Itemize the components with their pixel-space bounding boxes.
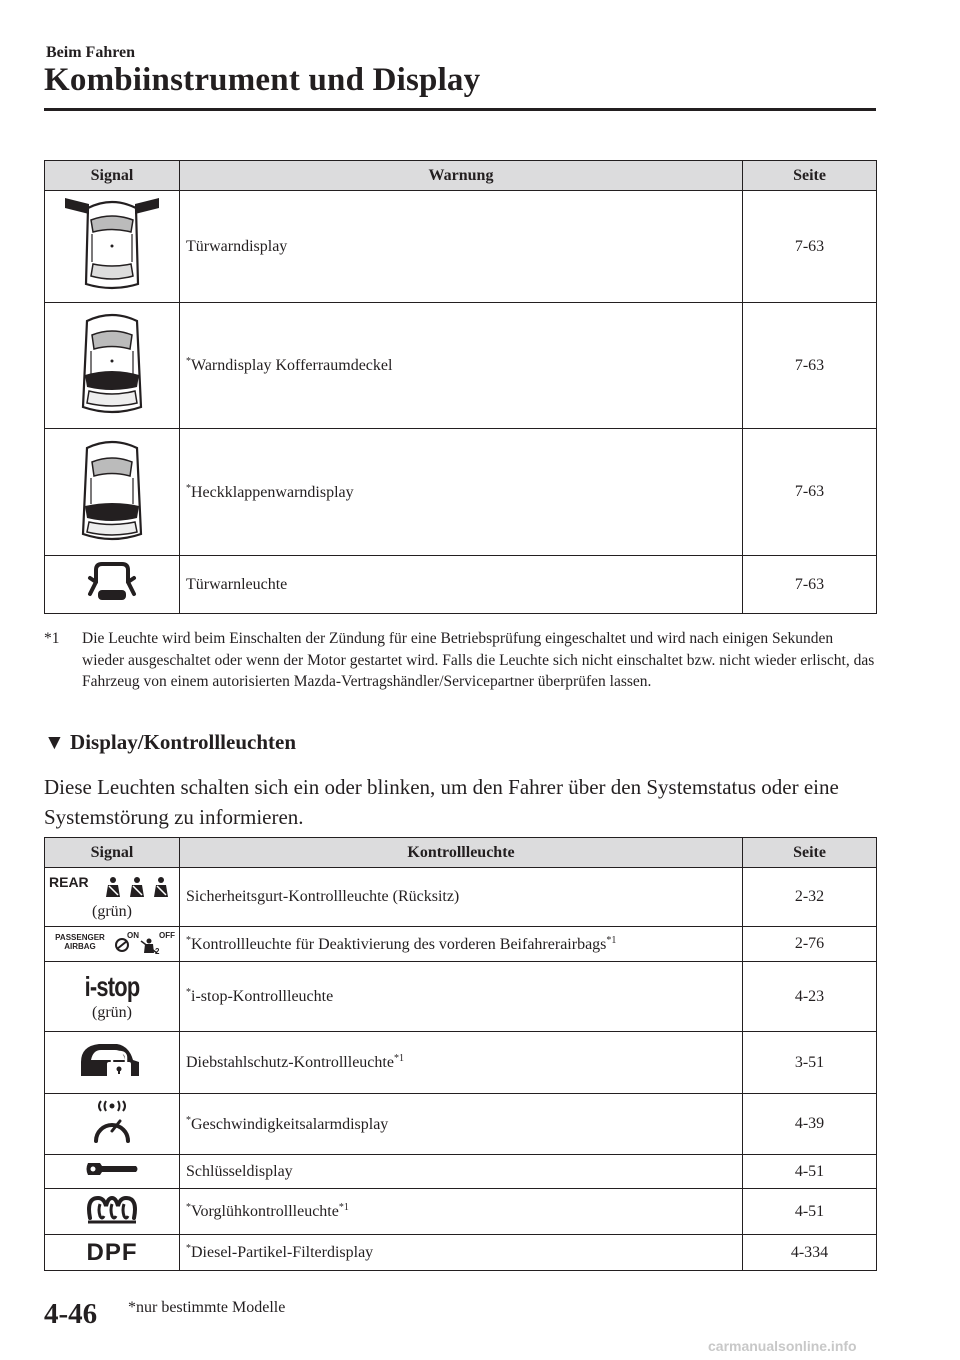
indicator-label: Diebstahlschutz-Kontrollleuchte — [186, 1054, 394, 1071]
table-row — [45, 429, 877, 556]
page-ref: 4-23 — [743, 962, 877, 1032]
indicator-label: Geschwindigkeitsalarmdisplay — [191, 1115, 389, 1133]
warning-text — [180, 303, 743, 429]
page-ref: 2-32 — [743, 868, 877, 927]
page-ref: 7-63 — [743, 303, 877, 429]
trunk-open-car-icon — [45, 303, 180, 429]
footnote-text: Die Leuchte wird beim Einschalten der Zündung für eine Betriebsprüfung eingeschaltet und wird nach einigen Sekunden wieder ausgeschaltet oder wenn der Motor gestartet wird. Falls die Leuchte sich nicht einschaltet bzw. nicht wieder erlischt, das Fahrzeug von einem autorisierten Mazda-Vertragshändler/Servicepartner überprüfen lassen. — [82, 630, 875, 690]
page-ref: 4-334 — [743, 1235, 877, 1271]
optional-marker: * — [186, 987, 191, 998]
warning-text: Türwarnleuchte — [180, 556, 743, 614]
header-indicator: Kontrollleuchte — [180, 838, 743, 868]
warning-text — [180, 429, 743, 556]
triangle-icon: ▼ — [44, 730, 71, 754]
section-label: Beim Fahren — [46, 44, 136, 61]
page-ref: 7-63 — [743, 191, 877, 303]
warning-text: Türwarndisplay — [180, 191, 743, 303]
indicator-text: Sicherheitsgurt-Kontrollleuchte (Rücksitz) — [180, 868, 743, 927]
indicator-table — [44, 837, 877, 1271]
page-number: 4-46 — [44, 1298, 98, 1330]
models-footnote: *nur bestimmte Modelle — [128, 1299, 286, 1316]
table-row — [45, 556, 877, 614]
speed-alarm-icon — [45, 1094, 180, 1155]
indicator-label: i-stop-Kontrollleuchte — [191, 988, 334, 1005]
airbag-label: PASSENGER AIRBAG — [55, 933, 105, 951]
key-icon — [45, 1155, 180, 1189]
intro-paragraph: Diese Leuchten schalten sich ein oder blinken, um den Fahrer über den Systemstatus oder eine Systemstörung zu informieren. — [44, 775, 839, 829]
optional-marker: * — [186, 1114, 191, 1126]
optional-marker: * — [186, 934, 191, 946]
indicator-label: Kontrollleuchte für Deaktivierung des vorderen Beifahrerairbags — [191, 935, 607, 953]
optional-marker: * — [186, 356, 191, 367]
table-row — [45, 1189, 877, 1235]
indicator-text — [180, 962, 743, 1032]
header-warning: Warnung — [180, 161, 743, 191]
subsection-title: Display/Kontrollleuchten — [70, 730, 297, 754]
i-stop-label: i-stop — [84, 971, 140, 1002]
liftgate-open-car-icon — [45, 429, 180, 556]
table-row — [45, 962, 877, 1032]
header-page: Seite — [743, 838, 877, 868]
indicator-text — [180, 1235, 743, 1271]
watermark: carmanualsonline.info — [708, 1338, 857, 1354]
note-ref: *1 — [393, 1053, 404, 1064]
dpf-icon — [45, 1235, 180, 1271]
door-open-car-icon — [45, 191, 180, 303]
page-ref: 2-76 — [743, 927, 877, 962]
optional-marker: * — [186, 1243, 191, 1254]
glow-plug-icon — [45, 1189, 180, 1235]
footnote-marker: *1 — [44, 630, 60, 647]
color-note: (grün) — [92, 902, 132, 920]
header-signal: Signal — [45, 838, 180, 868]
note-ref: *1 — [338, 1202, 349, 1213]
airbag-off-label: OFF — [159, 931, 175, 940]
warning-label: Heckklappenwarndisplay — [191, 483, 354, 501]
optional-marker: * — [186, 1202, 191, 1213]
page-ref: 4-51 — [743, 1155, 877, 1189]
page-ref: 4-51 — [743, 1189, 877, 1235]
title-rule — [44, 108, 876, 111]
indicator-text — [180, 1094, 743, 1155]
indicator-text — [180, 1032, 743, 1094]
table-row — [45, 1094, 877, 1155]
table-row — [45, 927, 877, 962]
warning-table — [44, 160, 877, 614]
subsection-heading — [44, 730, 296, 755]
page-ref: 7-63 — [743, 556, 877, 614]
table-row — [45, 303, 877, 429]
header-page: Seite — [743, 161, 877, 191]
page-title: Kombiinstrument und Display — [44, 62, 481, 98]
table-header-row — [45, 838, 877, 868]
table-row — [45, 1032, 877, 1094]
door-warning-light-icon — [45, 556, 180, 614]
table-row — [45, 1155, 877, 1189]
i-stop-icon — [45, 962, 180, 1032]
table-row — [45, 191, 877, 303]
warning-label: Warndisplay Kofferraumdeckel — [191, 357, 393, 374]
indicator-label: Diesel-Partikel-Filterdisplay — [191, 1244, 374, 1261]
page-ref: 3-51 — [743, 1032, 877, 1094]
header-signal: Signal — [45, 161, 180, 191]
note-ref: *1 — [606, 934, 617, 946]
table-header-row — [45, 161, 877, 191]
color-note: (grün) — [92, 1004, 132, 1021]
indicator-text — [180, 1189, 743, 1235]
airbag-two-label: 2 — [155, 947, 160, 956]
passenger-airbag-icon — [45, 927, 180, 962]
airbag-on-label: ON — [127, 931, 139, 940]
table-row — [45, 868, 877, 927]
optional-marker: * — [186, 482, 191, 494]
dpf-label: DPF — [86, 1238, 138, 1266]
footnote-note — [44, 628, 876, 693]
security-lock-icon — [45, 1032, 180, 1094]
indicator-label: Vorglühkontrollleuchte — [191, 1203, 339, 1220]
rear-seatbelt-icon — [45, 868, 180, 927]
indicator-text — [180, 927, 743, 962]
table-row — [45, 1235, 877, 1271]
page-ref: 7-63 — [743, 429, 877, 556]
page-ref: 4-39 — [743, 1094, 877, 1155]
indicator-text: Schlüsseldisplay — [180, 1155, 743, 1189]
rear-label: REAR — [49, 873, 89, 890]
